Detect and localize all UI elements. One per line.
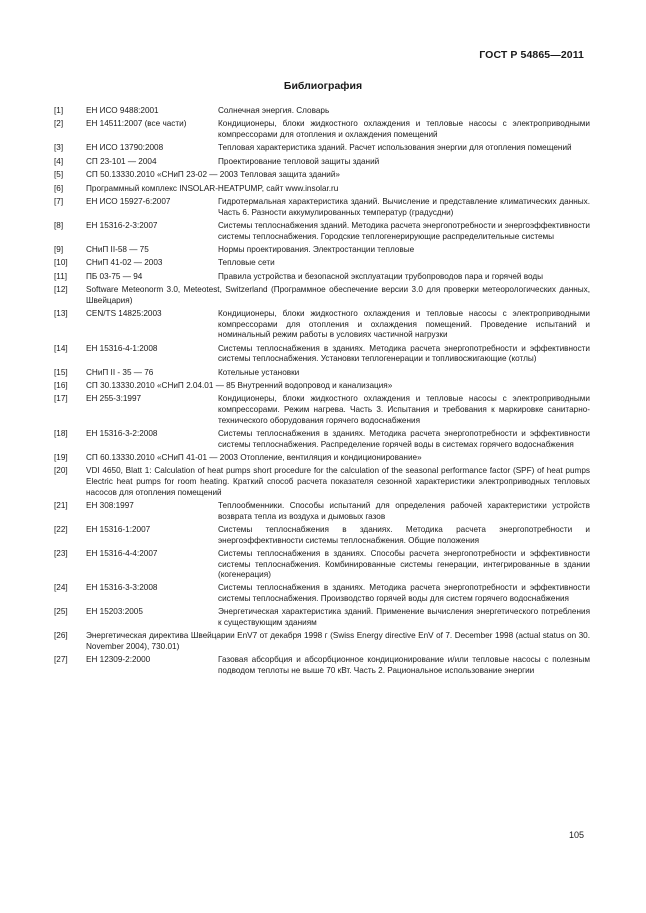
entry-code: ЕН 15316-4-1:2008 [86, 343, 158, 353]
entry-number: [10] [54, 258, 68, 268]
entry-number: [15] [54, 367, 68, 377]
bibliography-entry [54, 197, 590, 218]
page-number: 105 [568, 830, 584, 840]
entry-number: [24] [54, 583, 68, 593]
entry-code: ЕН 15203:2005 [86, 607, 143, 617]
bibliography-entry [54, 184, 590, 195]
entry-number: [18] [54, 428, 68, 438]
entry-code: СНиП II-58 — 75 [86, 244, 149, 254]
entry-description: Системы теплоснабжения в зданиях. Методика расчета энергопотребности и эффективности системы теплоснабжения. Производство горячей воды для систем горячего водоснабжения [218, 583, 590, 604]
bibliography-title: Библиография [283, 80, 363, 92]
entry-code: ЕН 15316-3-2:2008 [86, 428, 158, 438]
bibliography-entry [54, 285, 590, 306]
entry-description: Тепловые сети [218, 258, 275, 268]
entry-text: Software Meteonorm 3.0, Meteotest, Switzerland (Программное обеспечение версии 3.0 для проверки метеорологических данных, Швейцария) [86, 285, 590, 305]
entry-code: СП 23-101 — 2004 [86, 156, 157, 166]
entry-code: ЕН ИСО 9488:2001 [86, 106, 159, 115]
entry-description: Энергетическая характеристика зданий. Применение вычисления энергетического потребления к существующим зданиям [218, 607, 590, 628]
bibliography-entry [54, 607, 590, 628]
entry-number: [8] [54, 220, 64, 230]
bibliography-entry [54, 119, 590, 140]
entry-description: Системы теплоснабжения в зданиях. Методика расчета энергопотребности и энергоэффективности системы теплоснабжения. Общие положения [218, 524, 590, 545]
bibliography-entry [54, 143, 590, 154]
entry-number: [1] [54, 106, 64, 115]
bibliography-entry [54, 549, 590, 581]
entry-description: Системы теплоснабжения зданий. Методика расчета энергопотребности и энергоэффективности системы теплоснабжения. Городские теплогенерирующие распределительные системы [218, 220, 590, 241]
entry-number: [25] [54, 607, 68, 617]
bibliography-entry [54, 394, 590, 426]
entry-description: Кондиционеры, блоки жидкостного охлаждения и тепловые насосы с электроприводными компрессорами для отопления и охлаждения помещений [218, 119, 590, 139]
bibliography-list [54, 106, 590, 679]
entry-number: [26] [54, 631, 68, 641]
entry-description: Системы теплоснабжения в зданиях. Методика расчета энергопотребности и эффективности системы теплоснабжения. Распределение горячей воды в системах горячего водоснабжения [218, 428, 590, 449]
entry-code: ЕН 15316-4-4:2007 [86, 548, 158, 558]
entry-code: ЕН 15316-2-3:2007 [86, 220, 158, 230]
bibliography-entry [54, 106, 590, 117]
entry-number: [2] [54, 119, 64, 129]
entry-number: [6] [54, 183, 64, 193]
entry-number: [19] [54, 452, 68, 462]
entry-number: [16] [54, 381, 68, 391]
bibliography-entry [54, 583, 590, 604]
entry-description: Кондиционеры, блоки жидкостного охлаждения и тепловые насосы с электроприводными компрессорами. Режим нагрева. Часть 3. Испытания и требования к маркировке санитарно-технического оборудования горячего водоснабжения [218, 394, 590, 425]
entry-number: [5] [54, 170, 64, 180]
bibliography-entry [54, 501, 590, 522]
entry-number: [27] [54, 655, 68, 665]
entry-description: Котельные установки [218, 367, 300, 377]
entry-code: ЕН 14511:2007 (все части) [86, 119, 187, 129]
entry-number: [23] [54, 548, 68, 558]
entry-number: [14] [54, 343, 68, 353]
entry-code: ЕН 255-3:1997 [86, 394, 142, 404]
bibliography-entry [54, 381, 590, 392]
bibliography-entry [54, 245, 590, 256]
entry-description: Проектирование тепловой защиты зданий [218, 156, 380, 166]
bibliography-entry [54, 170, 590, 181]
entry-description: Системы теплоснабжения в зданиях. Способы расчета энергопотребности и эффективности системы теплоснабжения. Комбинированные системы генерации, интегрированные в здании (когенерация) [218, 548, 590, 580]
entry-description: Системы теплоснабжения в зданиях. Методика расчета энергопотребности и эффективности системы теплоснабжения. Установки теплогенерации и топливосжигающие (котлы) [218, 343, 590, 364]
entry-description: Гидротермальная характеристика зданий. Вычисление и представление климатических данных. Часть 6. Разности аккумулированных температур (градусдни) [218, 196, 590, 217]
entry-code: ЕН 12309-2:2000 [86, 655, 151, 665]
entry-number: [12] [54, 285, 68, 295]
entry-description: Теплообменники. Способы испытаний для определения рабочей характеристики устройств возврата тепла из воздуха и дымовых газов [218, 500, 590, 521]
bibliography-entry [54, 368, 590, 379]
entry-number: [3] [54, 143, 64, 153]
entry-description: Солнечная энергия. Словарь [218, 106, 330, 115]
bibliography-entry [54, 631, 590, 652]
entry-number: [11] [54, 271, 68, 281]
bibliography-entry [54, 344, 590, 365]
entry-code: ЕН ИСО 13790:2008 [86, 143, 164, 153]
entry-text: СП 50.13330.2010 «СНиП 23-02 — 2003 Тепловая защита зданий» [86, 170, 340, 180]
entry-code: ЕН 15316-3-3:2008 [86, 583, 158, 593]
bibliography-entry [54, 655, 590, 676]
entry-description: Газовая абсорбция и абсорбционное кондиционирование и/или тепловые насосы с полезным подводом теплоты не выше 70 кВт. Часть 2. Рациональное использование энергии [218, 655, 590, 676]
entry-number: [7] [54, 196, 64, 206]
entry-text: Энергетическая директива Швейцарии EnV7 от декабря 1998 г (Swiss Energy directive EnV of 7. December 1998 (actual status on 30. November 2004), 730.01) [86, 631, 590, 652]
bibliography-entry [54, 429, 590, 450]
entry-description: Кондиционеры, блоки жидкостного охлаждения и тепловые насосы с электроприводными компрессорами для отопления и охлаждения помещений. Проведение испытаний и номинальный режим работы в условиях частичной нагрузки [218, 309, 590, 340]
entry-number: [21] [54, 500, 68, 510]
document-standard-header: ГОСТ Р 54865—2011 [479, 49, 584, 61]
entry-number: [9] [54, 244, 64, 254]
entry-code: ПБ 03-75 — 94 [86, 271, 143, 281]
bibliography-entry [54, 272, 590, 283]
bibliography-entry [54, 525, 590, 546]
entry-code: CEN/TS 14825:2003 [86, 309, 162, 319]
entry-number: [22] [54, 524, 68, 534]
bibliography-entry [54, 309, 590, 341]
entry-text: Программный комплекс INSOLAR-HEATPUMP, сайт www.insolar.ru [86, 183, 339, 193]
entry-code: СНиП 41-02 — 2003 [86, 258, 163, 268]
entry-code: ЕН ИСО 15927-6:2007 [86, 196, 171, 206]
entry-code: СНиП II - 35 — 76 [86, 367, 154, 377]
entry-number: [13] [54, 309, 68, 319]
entry-description: Нормы проектирования. Электростанции тепловые [218, 244, 415, 254]
entry-text: VDI 4650, Blatt 1: Calculation of heat pumps short procedure for the calculation of the seasonal performance factor (SPF) of heat pumps Electric heat pumps for room heating. Краткий способ расчета показателя сезонной характеристики электроприводных тепловых насосов для отопления помещений [86, 466, 590, 497]
bibliography-entry [54, 258, 590, 269]
entry-text: СП 60.13330.2010 «СНиП 41-01 — 2003 Отопление, вентиляция и кондиционирование» [86, 452, 422, 462]
bibliography-entry [54, 157, 590, 168]
entry-code: ЕН 308:1997 [86, 500, 134, 510]
entry-number: [17] [54, 394, 68, 404]
bibliography-entry [54, 466, 590, 498]
bibliography-entry [54, 453, 590, 464]
entry-number: [4] [54, 156, 64, 166]
entry-text: СП 30.13330.2010 «СНиП 2.04.01 — 85 Внутренний водопровод и канализация» [86, 381, 393, 391]
entry-description: Правила устройства и безопасной эксплуатации трубопроводов пара и горячей воды [218, 271, 544, 281]
entry-number: [20] [54, 466, 68, 476]
entry-description: Тепловая характеристика зданий. Расчет использования энергии для отопления помещений [218, 143, 572, 153]
entry-code: ЕН 15316-1:2007 [86, 524, 151, 534]
bibliography-entry [54, 221, 590, 242]
